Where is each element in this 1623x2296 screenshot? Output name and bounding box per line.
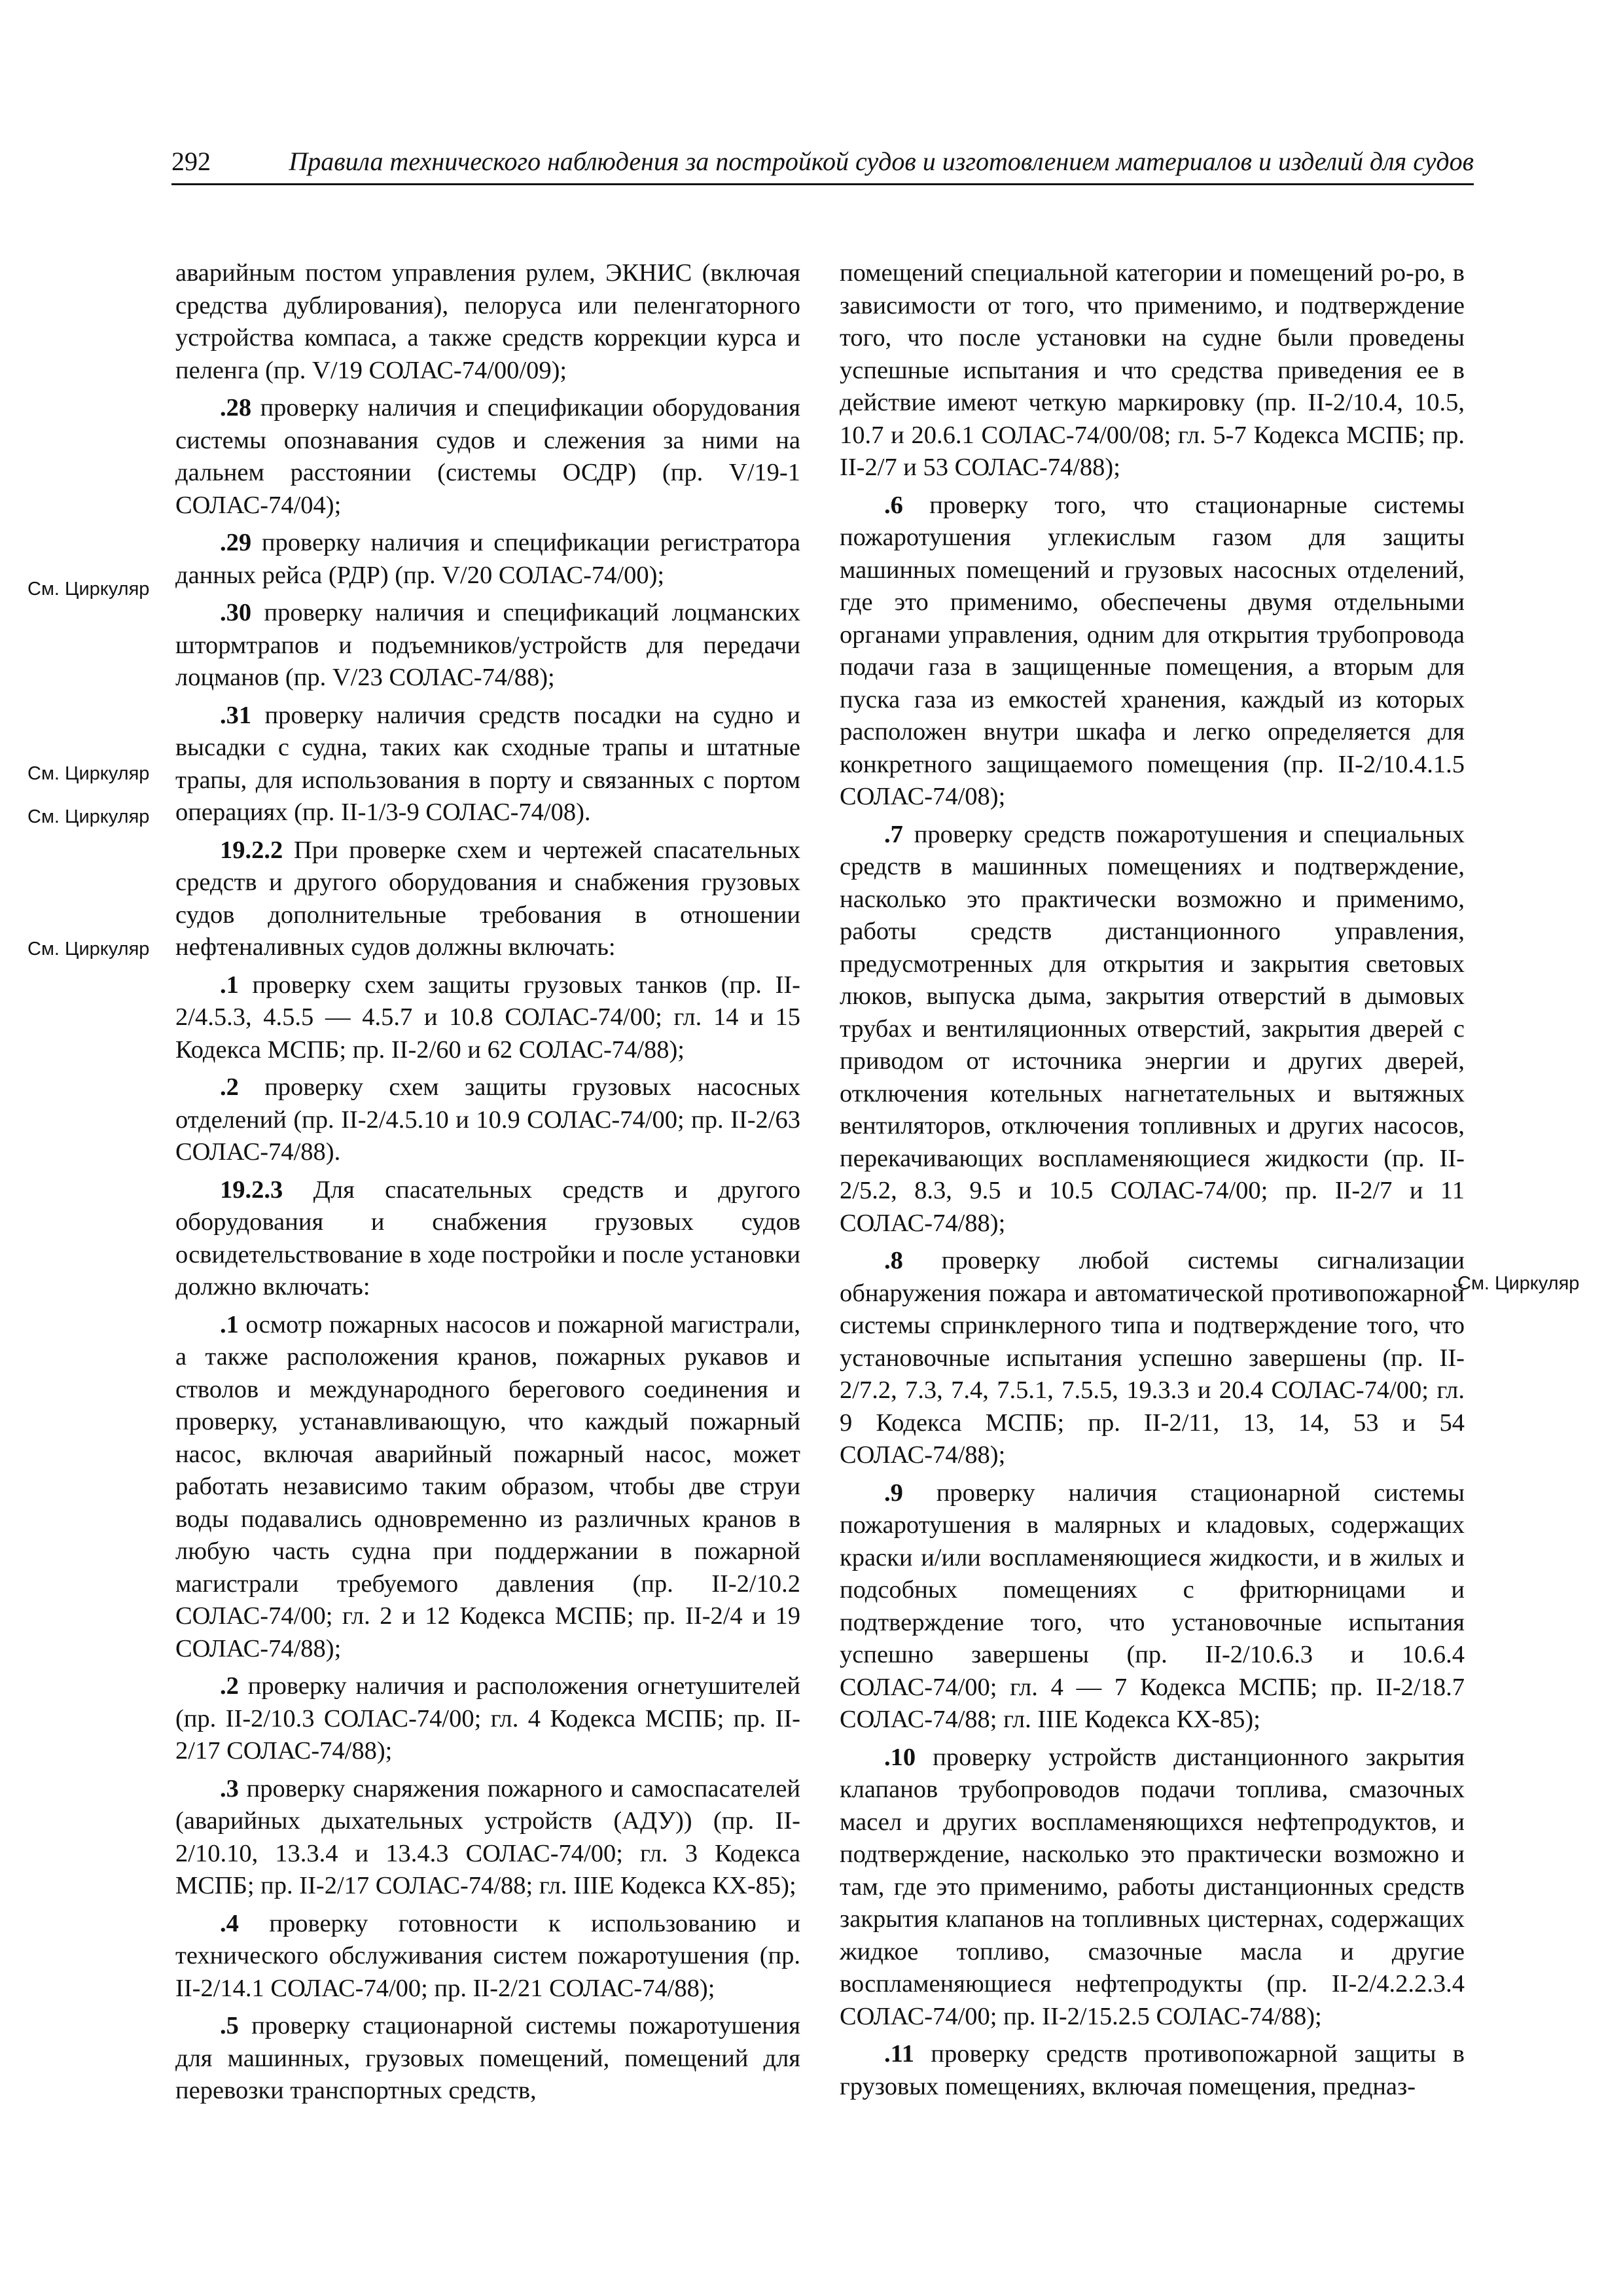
item-number: .29	[220, 529, 252, 556]
running-title: Правила технического наблюдения за постройкой судов и изготовлением материалов и изделий для судов	[289, 147, 1474, 176]
item-number: .3	[220, 1774, 239, 1803]
item-number: .2	[220, 1672, 239, 1700]
item-text: проверку готовности к использованию и технического обслуживания систем пожаротушения (пр. II-2/14.1 СОЛАС-74/00; пр. II-2/21 СОЛАС-74/88);	[175, 1909, 800, 2002]
item-text: проверку стационарной системы пожаротушения для машинных, грузовых помещений, помещений для перевозки транспортных средств,	[175, 2012, 800, 2104]
margin-note-circular[interactable]: См. Циркуляр	[1457, 1273, 1580, 1294]
paragraph	[840, 819, 1465, 1240]
item-number: .11	[884, 2040, 915, 2068]
item-text: проверку средств пожаротушения и специальных средств в машинных помещениях и подтверждение, насколько это практически возможно и применимо, работы средств дистанционного управления, предусмотренных для открытия и закрытия световых люков, выпуска дыма, закрытия отверстий в дымовых трубах и вентиляционных отверстий, закрытия дверей с приводом от источника энергии и других дверей, отключения котельных нагнетательных и вытяжных вентиляторов, отключения топливных и других насосов, перекачивающих воспламеняющиеся жидкости (пр. II-2/5.2, 8.3, 9.5 и 10.5 СОЛАС-74/00; пр. II-2/7 и 11 СОЛАС-74/88);	[840, 820, 1465, 1237]
item-number: .6	[884, 491, 903, 519]
paragraph: аварийным постом управления рулем, ЭКНИС (включая средства дублирования), пелоруса или пеленгаторного устройства компаса, а также средств коррекции курса и пеленга (пр. V/19 СОЛАС-74/00/09);	[175, 259, 800, 384]
paragraph	[175, 1773, 800, 1903]
margin-note-circular[interactable]: См. Циркуляр	[27, 806, 150, 827]
item-text: проверку снаряжения пожарного и самоспасателей (аварийных дыхательных устройств (АДУ)) (пр. II-2/10.10, 13.3.4 и 13.4.3 СОЛАС-74/00; гл. 3 Кодекса МСПБ; пр. II-2/17 СОЛАС-74/88; гл. IIIE Кодекса КХ-85);	[175, 1774, 800, 1899]
paragraph	[840, 1245, 1465, 1472]
paragraph	[840, 1477, 1465, 1736]
margin-note-circular[interactable]: См. Циркуляр	[27, 763, 150, 784]
paragraph	[175, 1670, 800, 1768]
section-number: 19.2.2	[220, 836, 283, 864]
paragraph	[175, 969, 800, 1067]
page-header	[171, 145, 1474, 185]
margin-note-circular[interactable]: См. Циркуляр	[27, 939, 150, 960]
paragraph	[840, 2038, 1465, 2103]
item-text: проверку средств противопожарной защиты в грузовых помещениях, включая помещения, предназ-	[840, 2040, 1465, 2100]
section-number: 19.2.3	[220, 1175, 283, 1204]
item-number: .2	[220, 1073, 239, 1101]
paragraph	[175, 392, 800, 522]
page-number: 292	[171, 147, 211, 176]
item-number: .5	[220, 2012, 239, 2039]
item-number: .31	[220, 701, 252, 729]
item-text: Для спасательных средств и другого оборудования и снабжения грузовых судов освидетельствование в ходе постройки и после установки должно включать:	[175, 1175, 800, 1300]
paragraph	[840, 1742, 1465, 2034]
paragraph	[175, 2010, 800, 2108]
item-number: .1	[220, 1310, 239, 1338]
item-number: .8	[884, 1247, 903, 1274]
item-number: .9	[884, 1479, 903, 1507]
item-text: проверку любой системы сигнализации обнаружения пожара и автоматической противопожарной системы спринклерного типа и подтверждение того, что установочные испытания успешно завершены (пр. II-2/7.2, 7.3, 7.4, 7.5.1, 7.5.5, 19.3.3 и 20.4 СОЛАС-74/00; гл. 9 Кодекса МСПБ; пр. II-2/11, 13, 14, 53 и 54 СОЛАС-74/88);	[840, 1247, 1465, 1469]
paragraph	[175, 1174, 800, 1304]
paragraph	[175, 700, 800, 829]
right-column	[840, 257, 1465, 2108]
item-text: проверку наличия и спецификации оборудования системы опознавания судов и слежения за ними на дальнем расстоянии (системы ОСДР) (пр. V/19-1 СОЛАС-74/04);	[175, 394, 800, 519]
item-number: .7	[884, 820, 903, 848]
paragraph	[175, 1071, 800, 1169]
item-text: проверку наличия стационарной системы пожаротушения в малярных и кладовых, содержащих краски и/или воспламеняющиеся жидкости, и в жилых и подсобных помещениях с фритюрницами и подтверждение того, что установочные испытания успешно завершены (пр. II-2/10.6.3 и 10.6.4 СОЛАС-74/00; гл. 4 — 7 Кодекса МСПБ; пр. II-2/18.7 СОЛАС-74/88; гл. IIIE Кодекса КХ-85);	[840, 1479, 1465, 1733]
item-text: проверку наличия средств посадки на судно и высадки с судна, таких как сходные трапы и штатные трапы, для использования в порту и связанных с портом операциях (пр. II-1/3-9 СОЛАС-74/08).	[175, 701, 800, 826]
item-text: проверку того, что стационарные системы пожаротушения углекислым газом для защиты машинных помещений и грузовых насосных отделений, где это применимо, обеспечены двумя отдельными органами управления, одним для открытия трубопровода подачи газа в защищенные помещения, а вторым для пуска газа из емкостей хранения, каждый из которых расположен внутри шкафа и легко определяется для конкретного защищаемого помещения (пр. II-2/10.4.1.5 СОЛАС-74/08);	[840, 491, 1465, 810]
item-number: .28	[220, 394, 252, 422]
paragraph	[175, 1908, 800, 2005]
item-text: проверку наличия и спецификаций лоцманских штормтрапов и подъемников/устройств для передачи лоцманов (пр. V/23 СОЛАС-74/88);	[175, 599, 800, 691]
item-number: .30	[220, 599, 252, 626]
paragraph	[840, 490, 1465, 814]
left-column	[175, 257, 800, 2113]
paragraph	[175, 1309, 800, 1666]
item-text: проверку схем защиты грузовых танков (пр. II-2/4.5.3, 4.5.5 — 4.5.7 и 10.8 СОЛАС-74/00; гл. 14 и 15 Кодекса МСПБ; пр. II-2/60 и 62 СОЛАС-74/88);	[175, 971, 800, 1064]
item-text: проверку наличия и расположения огнетушителей (пр. II-2/10.3 СОЛАС-74/00; гл. 4 Кодекса МСПБ; пр. II-2/17 СОЛАС-74/88);	[175, 1672, 800, 1765]
item-number: .1	[220, 971, 239, 999]
item-text: При проверке схем и чертежей спасательных средств и другого оборудования и снабжения грузовых судов дополнительные требования в отношении нефтеналивных судов должны включать:	[175, 836, 800, 961]
item-number: .4	[220, 1909, 239, 1937]
paragraph	[175, 527, 800, 592]
item-text: проверку наличия и спецификации регистратора данных рейса (РДР) (пр. V/20 СОЛАС-74/00);	[175, 529, 800, 589]
item-text: осмотр пожарных насосов и пожарной магистрали, а также расположения кранов, пожарных рукавов и стволов и международного берегового соединения и проверку, устанавливающую, что каждый пожарный насос, включая аварийный пожарный насос, может работать независимо таким образом, чтобы две струи воды подавались одновременно из различных кранов в любую часть судна при поддержании в пожарной магистрали требуемого давления (пр. II-2/10.2 СОЛАС-74/00; гл. 2 и 12 Кодекса МСПБ; пр. II-2/4 и 19 СОЛАС-74/88);	[175, 1310, 800, 1662]
item-text: проверку устройств дистанционного закрытия клапанов трубопроводов подачи топлива, смазочных масел и других воспламеняющихся нефтепродуктов, и подтверждение, насколько это практически возможно и там, где это применимо, работы дистанционных средств закрытия клапанов на топливных цистернах, содержащих жидкое топливо, смазочные масла и другие воспламеняющиеся нефтепродукты (пр. II-2/4.2.2.3.4 СОЛАС-74/00; пр. II-2/15.2.5 СОЛАС-74/88);	[840, 1743, 1465, 2030]
item-number: .10	[884, 1743, 916, 1771]
paragraph	[175, 834, 800, 964]
paragraph	[175, 597, 800, 694]
margin-note-circular[interactable]: См. Циркуляр	[27, 579, 150, 600]
paragraph: помещений специальной категории и помещений ро-ро, в зависимости от того, что применимо, и подтверждение того, что после установки на судне были проведены успешные испытания и что средства приведения ее в действие имеют четкую маркировку (пр. II-2/10.4, 10.5, 10.7 и 20.6.1 СОЛАС-74/00/08; гл. 5-7 Кодекса МСПБ; пр. II-2/7 и 53 СОЛАС-74/88);	[840, 259, 1465, 481]
item-text: проверку схем защиты грузовых насосных отделений (пр. II-2/4.5.10 и 10.9 СОЛАС-74/00; пр. II-2/63 СОЛАС-74/88).	[175, 1073, 800, 1166]
